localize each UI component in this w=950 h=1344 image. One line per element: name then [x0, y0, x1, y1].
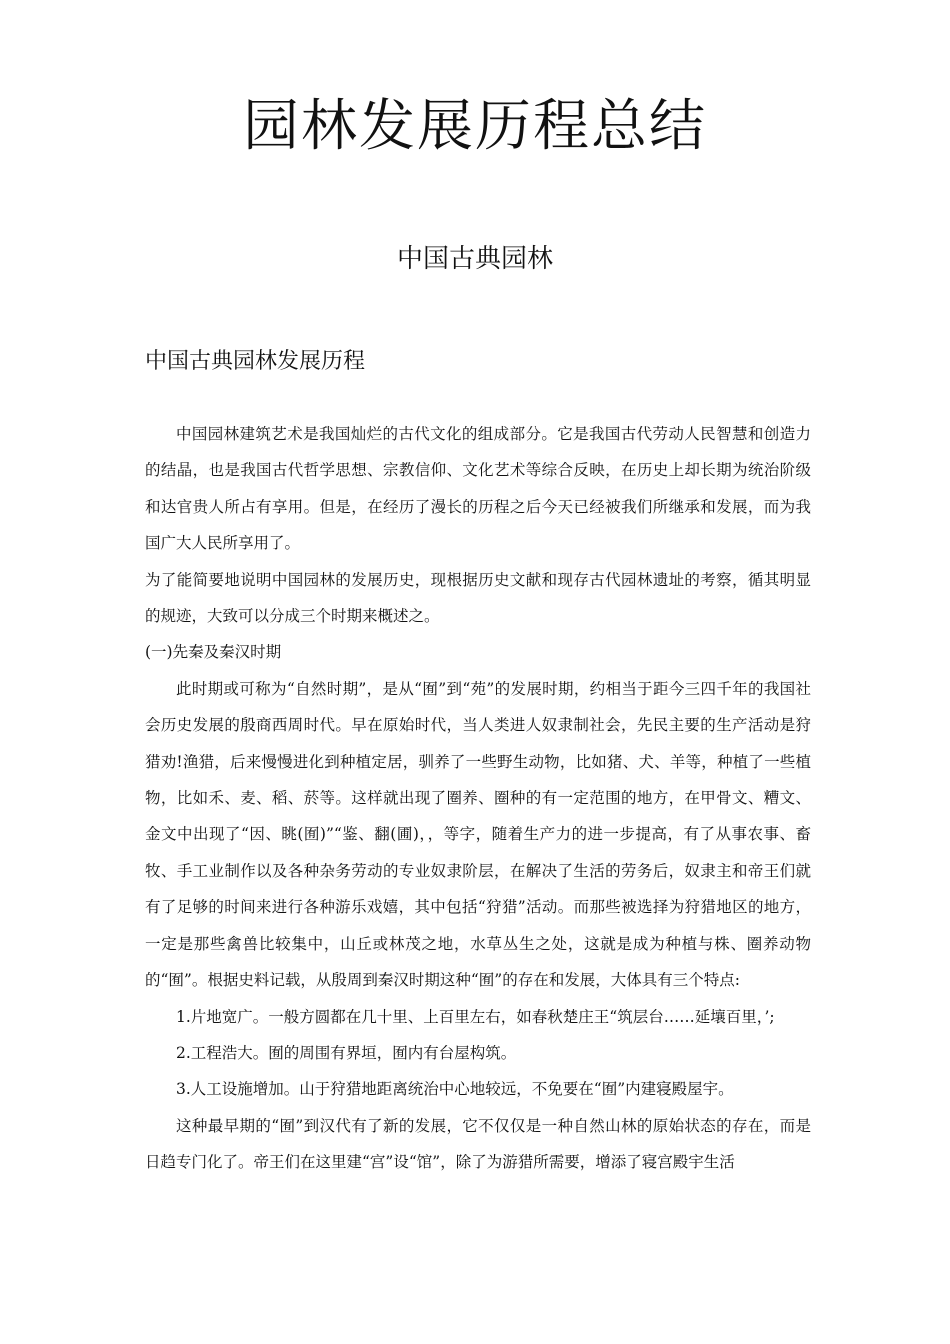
paragraph: 为了能简要地说明中国园林的发展历史，现根据历史文献和现存古代园林遗址的考察，循其明显的规迹，大致可以分成三个时期来概述之。	[145, 570, 811, 626]
paragraph: 此时期或可称为“自然时期”，是从“囿”到“苑”的发展时期，约相当于距今三四千年的我国社会历史发展的殷商西周时代。早在原始时代，当人类进人奴隶制社会，先民主要的生产活动是狩猎劝!渔猎，后来慢慢进化到种植定居，驯养了一些野生动物，比如猪、犬、羊等，种植了一些植物，比如禾、麦、稻、菸等。这样就出现了圈养、圈种的有一定范围的地方，在甲骨文、糟文、金文中出现了“因、眺(囿)”“鉴、翻(圃)，，等字，随着生产力的进一步提高，有了从事农事、畜牧、手工业制作以及各种杂务劳动的专业奴隶阶层，在解决了生活的劳务后，奴隶主和帝王们就有了足够的时间来进行各种游乐戏嬉，其中包括“狩猎”活动。而那些被选择为狩猎地区的地方，一定是那些禽兽比较集中，山丘或林茂之地，水草丛生之处，这就是成为种植与株、圈养动物的“囿”。根据史料记载，从殷周到秦汉时期这种“囿”的存在和发展，大体具有三个特点:	[145, 679, 811, 990]
section-title: 中国古典园林	[396, 244, 553, 274]
list-item: 1.片地宽广。一般方圆都在几十里、上百里左右，如春秋楚庄王“筑层台……延壤百里，’;	[176, 1007, 775, 1026]
subsection-title: 中国古典园林发展历程	[145, 349, 366, 374]
paragraph: 这种最早期的“囿”到汉代有了新的发展，它不仅仅是一种自然山林的原始状态的存在，而是日趋专门化了。帝王们在这里建“宫”设“馆”，除了为游猎所需要，增添了寝宫殿宇生活	[145, 1116, 811, 1172]
period-heading: (一)先秦及秦汉时期	[145, 643, 282, 662]
paragraph: 中国园林建筑艺术是我国灿烂的古代文化的组成部分。它是我国古代劳动人民智慧和创造力的结晶，也是我国古代哲学思想、宗教信仰、文化艺术等综合反映，在历史上却长期为统治阶级和达官贵人所占有享用。但是，在经历了漫长的历程之后今天已经被我们所继承和发展，而为我国广大人民所享用了。	[145, 425, 811, 553]
document-title: 园林发展历程总结	[243, 94, 707, 159]
list-item: 2.工程浩大。囿的周围有界垣，囿内有台屋构筑。	[176, 1043, 517, 1062]
document-body	[145, 416, 811, 1181]
list-item: 3.人工设施增加。山于狩猎地距离统治中心地较远，不免要在“囿”内建寝殿屋宇。	[176, 1080, 734, 1099]
